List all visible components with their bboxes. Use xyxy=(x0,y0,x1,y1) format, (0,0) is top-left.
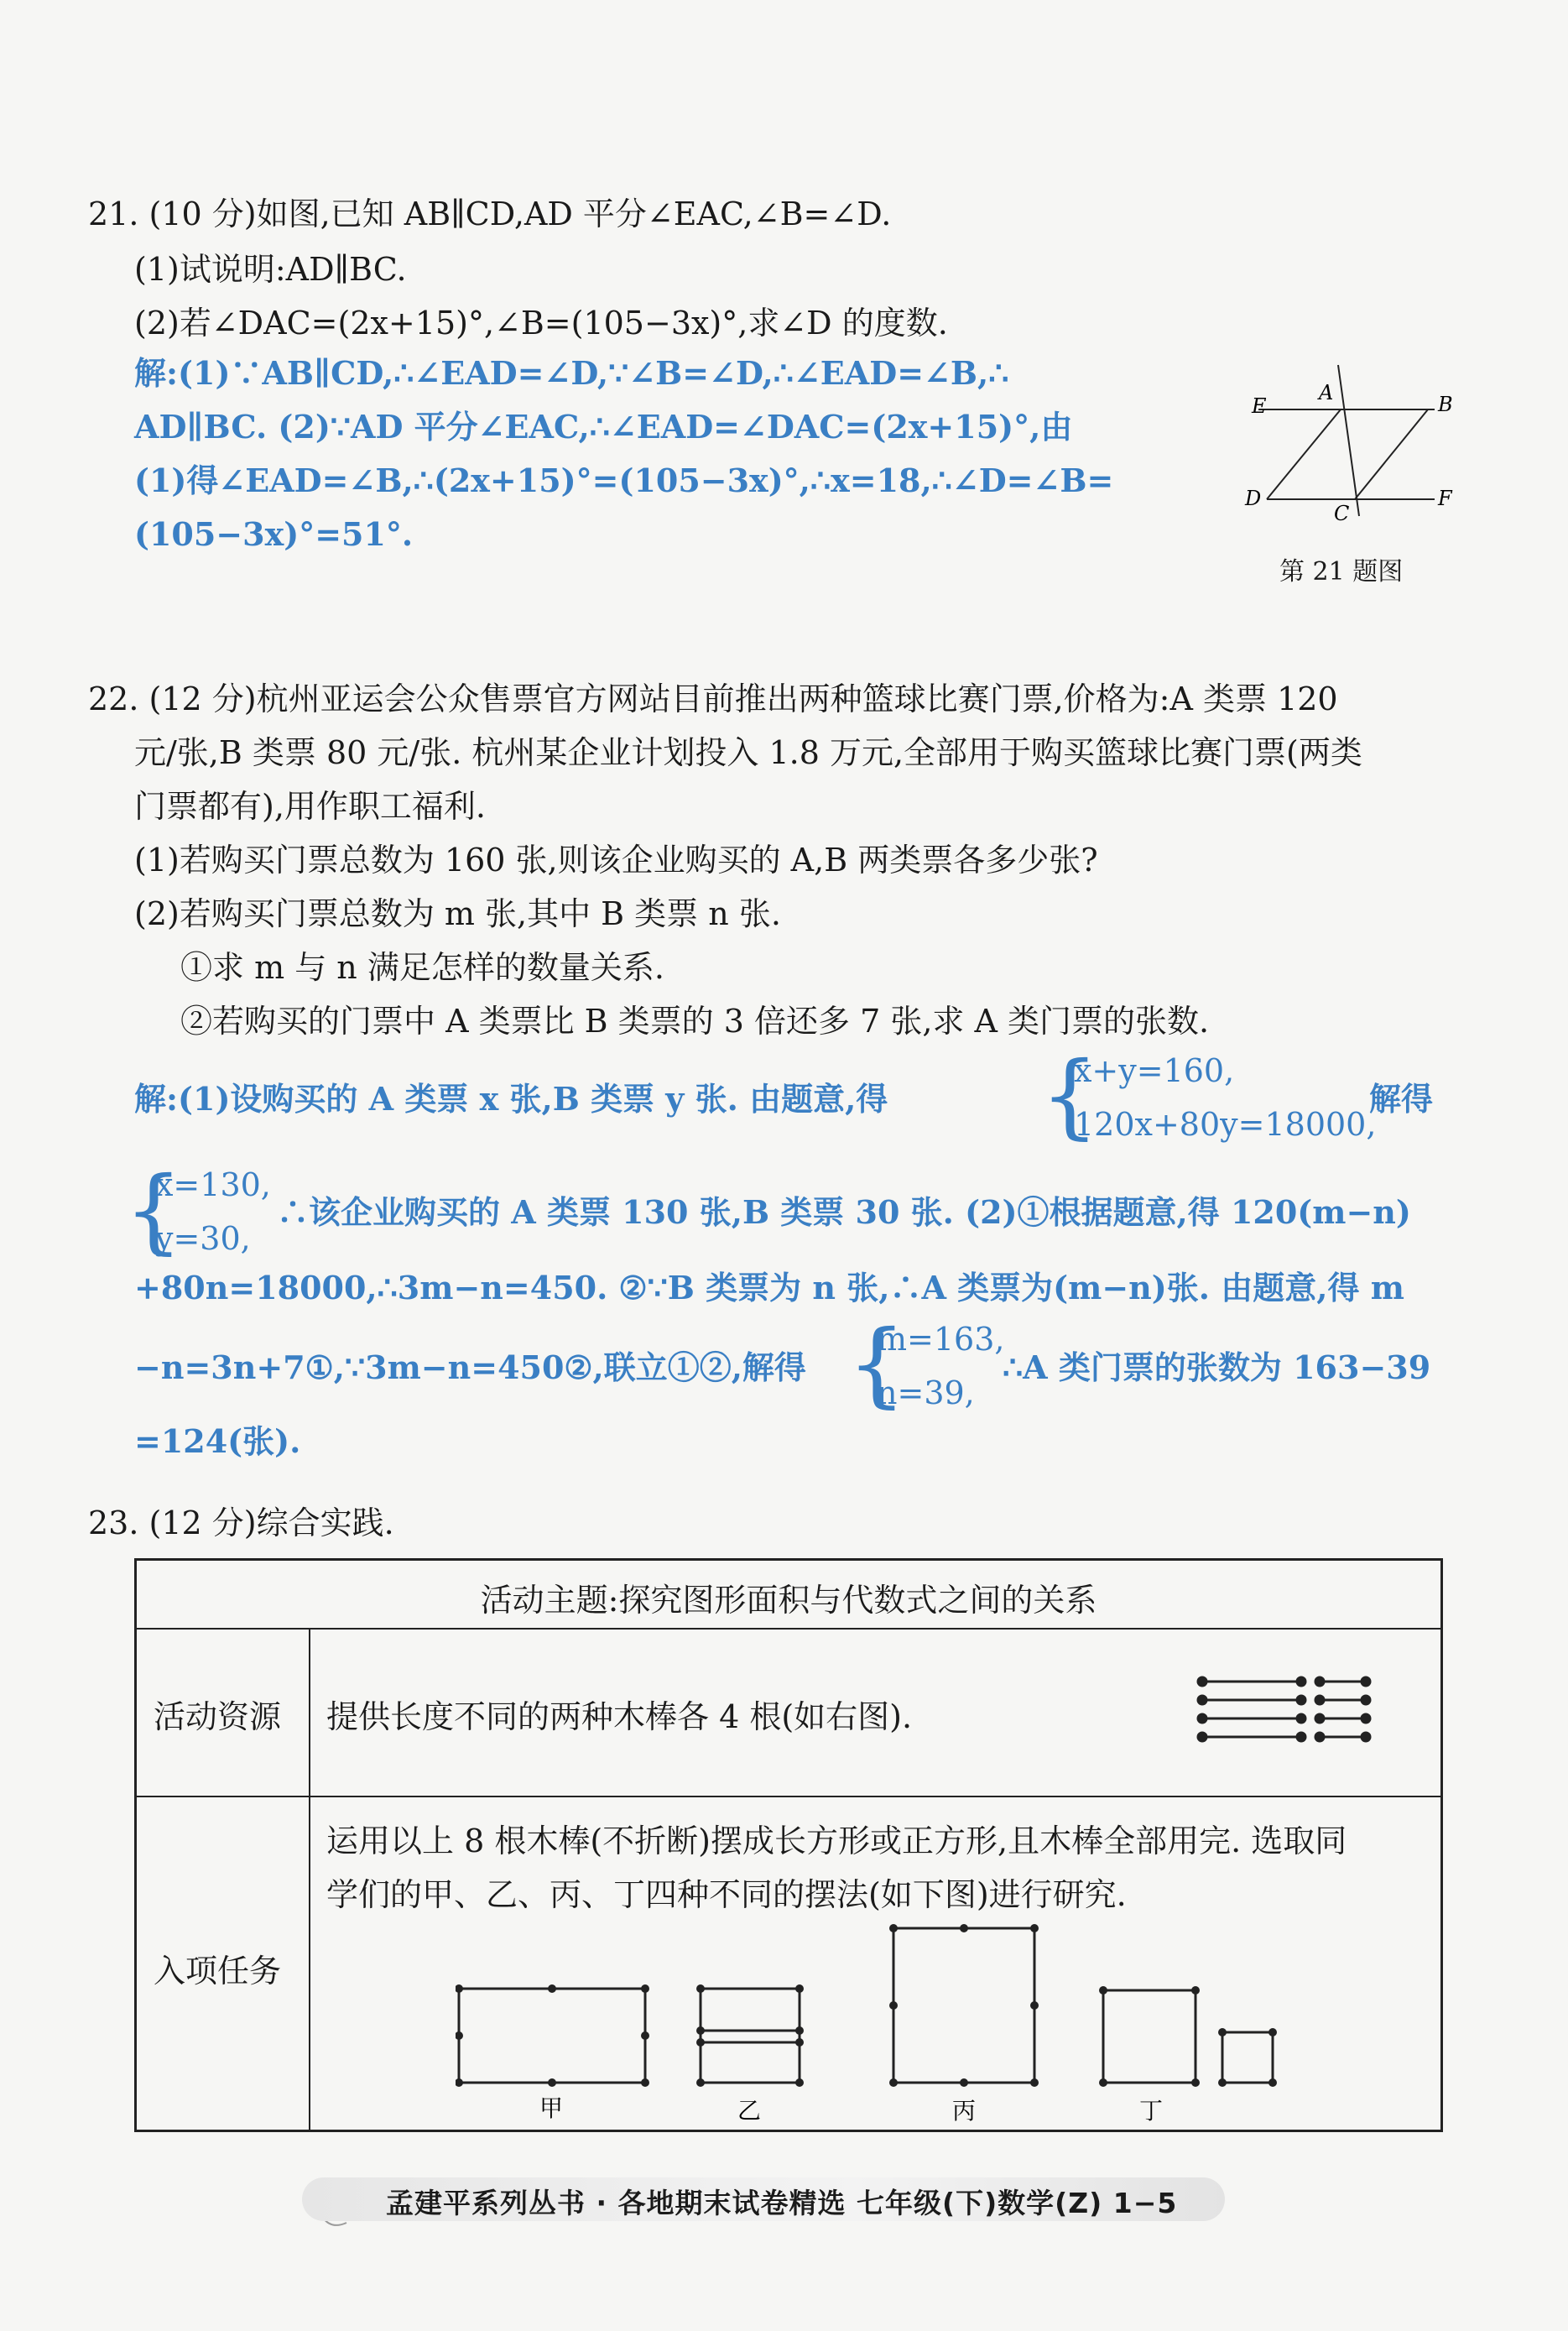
q22-stem-line3: 门票都有),用作职工福利. xyxy=(134,788,486,825)
q21-solution-line2: AD∥BC. (2)∵AD 平分∠EAC,∴∠EAD=∠DAC=(2x+15)°,由 xyxy=(134,408,1073,446)
table-divider-row1 xyxy=(137,1796,1440,1797)
q22-solution-line2: ∴该企业购买的 A 类票 130 张,B 类票 30 张. (2)①根据题意,得 120(m−n) xyxy=(277,1193,1411,1231)
line-bc xyxy=(1355,409,1428,499)
q21-solution-label: 解: xyxy=(134,354,179,392)
activity-table xyxy=(134,1558,1443,2132)
q22-solution-label: 解: xyxy=(134,1080,179,1118)
row2-text-line1: 运用以上 8 根木棒(不折断)摆成长方形或正方形,且木棒全部用完. 选取同 xyxy=(326,1823,1347,1859)
shape-ding-large xyxy=(1103,1990,1196,2083)
fig-label-b: B xyxy=(1438,393,1453,416)
label-yi: 乙 xyxy=(737,2097,762,2125)
q22-solution-line4-end: ∴A 类门票的张数为 163−39 xyxy=(1003,1348,1431,1386)
system2-eq2: y=30, xyxy=(155,1220,251,1257)
shape-jia xyxy=(459,1989,645,2083)
table-divider-title xyxy=(137,1628,1440,1630)
system1-eq1: x+y=160, xyxy=(1074,1052,1235,1089)
q22-stem-line1: 22. (12 分)杭州亚运会公众售票官方网站目前推出两种篮球比赛门票,价格为:A 类票 120 xyxy=(88,681,1338,717)
q21-figure xyxy=(1233,352,1468,545)
q21-stem: 21. (10 分)如图,已知 AB∥CD,AD 平分∠EAC,∠B=∠D. xyxy=(88,196,892,232)
q21-figure-caption: 第 21 题图 xyxy=(1279,557,1404,587)
q21-part2: (2)若∠DAC=(2x+15)°,∠B=(105−3x)°,求∠D 的度数. xyxy=(134,305,948,342)
q22-stem-line2: 元/张,B 类票 80 元/张. 杭州某企业计划投入 1.8 万元,全部用于购买篮球比赛门票(两类 xyxy=(134,734,1362,771)
fig-label-e: E xyxy=(1252,394,1267,418)
q22-part2: (2)若购买门票总数为 m 张,其中 B 类票 n 张. xyxy=(134,895,781,932)
system3-eq1: m=163, xyxy=(877,1321,1005,1358)
fig-label-f: F xyxy=(1438,487,1452,510)
label-jia: 甲 xyxy=(539,2094,564,2122)
q22-part2b: ②若购买的门票中 A 类票比 B 类票的 3 倍还多 7 张,求 A 类门票的张数. xyxy=(180,1003,1210,1040)
q21-solution-line4: (105−3x)°=51°. xyxy=(134,515,414,553)
q21-solution-line1 xyxy=(134,352,1008,394)
brace-system1: { xyxy=(1040,1041,1099,1149)
shape-bing xyxy=(893,1928,1034,2083)
label-ding: 丁 xyxy=(1139,2097,1164,2125)
q22-solution-solve-label: 解得 xyxy=(1369,1080,1434,1118)
line-ad xyxy=(1267,409,1341,499)
footer-text: 孟建平系列丛书 · 各地期末试卷精选 七年级(下)数学(Z) 1−5 xyxy=(386,2187,1178,2219)
q22-part1: (1)若购买门票总数为 160 张,则该企业购买的 A,B 两类票各多少张? xyxy=(134,842,1098,879)
q22-solution-line3: +80n=18000,∴3m−n=450. ②∵B 类票为 n 张,∴A 类票为(m−n)张. 由题意,得 m xyxy=(134,1269,1404,1306)
row1-text: 提供长度不同的两种木棒各 4 根(如右图). xyxy=(326,1698,913,1735)
brace-system2: { xyxy=(124,1156,183,1264)
q22-solution-text1: (1)设购买的 A 类票 x 张,B 类票 y 张. 由题意,得 xyxy=(178,1080,888,1118)
brace-system3: { xyxy=(847,1310,906,1417)
table-divider-column xyxy=(309,1628,310,2132)
q22-solution-line4: −n=3n+7①,∵3m−n=450②,联立①②,解得 xyxy=(134,1348,806,1386)
row2-header: 入项任务 xyxy=(154,1953,282,1989)
label-bing: 丙 xyxy=(952,2097,977,2125)
table-title: 活动主题:探究图形面积与代数式之间的关系 xyxy=(480,1582,1097,1619)
system1-eq2: 120x+80y=18000, xyxy=(1074,1106,1377,1143)
fig-label-c: C xyxy=(1334,502,1350,525)
sticks-illustration xyxy=(1194,1670,1378,1762)
system2-eq1: x=130, xyxy=(155,1166,271,1203)
shape-yi xyxy=(701,1989,800,2083)
arrangement-shapes xyxy=(456,1922,1420,2131)
fig-label-a: A xyxy=(1319,381,1334,404)
q21-part1: (1)试说明:AD∥BC. xyxy=(134,251,407,288)
row1-header: 活动资源 xyxy=(154,1698,282,1735)
q23-stem: 23. (12 分)综合实践. xyxy=(88,1504,394,1541)
q21-solution-text1: (1)∵AB∥CD,∴∠EAD=∠D,∵∠B=∠D,∴∠EAD=∠B,∴ xyxy=(178,354,1009,392)
q22-solution-line5: =124(张). xyxy=(134,1422,301,1460)
shape-ding-small xyxy=(1222,2032,1273,2083)
line-ac xyxy=(1338,365,1359,516)
fig-label-d: D xyxy=(1245,487,1262,510)
q22-part2a: ①求 m 与 n 满足怎样的数量关系. xyxy=(180,949,664,986)
row2-text-line2: 学们的甲、乙、丙、丁四种不同的摆法(如下图)进行研究. xyxy=(326,1876,1127,1913)
system3-eq2: n=39, xyxy=(877,1374,975,1411)
q21-solution-line3: (1)得∠EAD=∠B,∴(2x+15)°=(105−3x)°,∴x=18,∴∠D=∠B= xyxy=(134,462,1114,499)
q22-solution-line1 xyxy=(134,1078,888,1120)
